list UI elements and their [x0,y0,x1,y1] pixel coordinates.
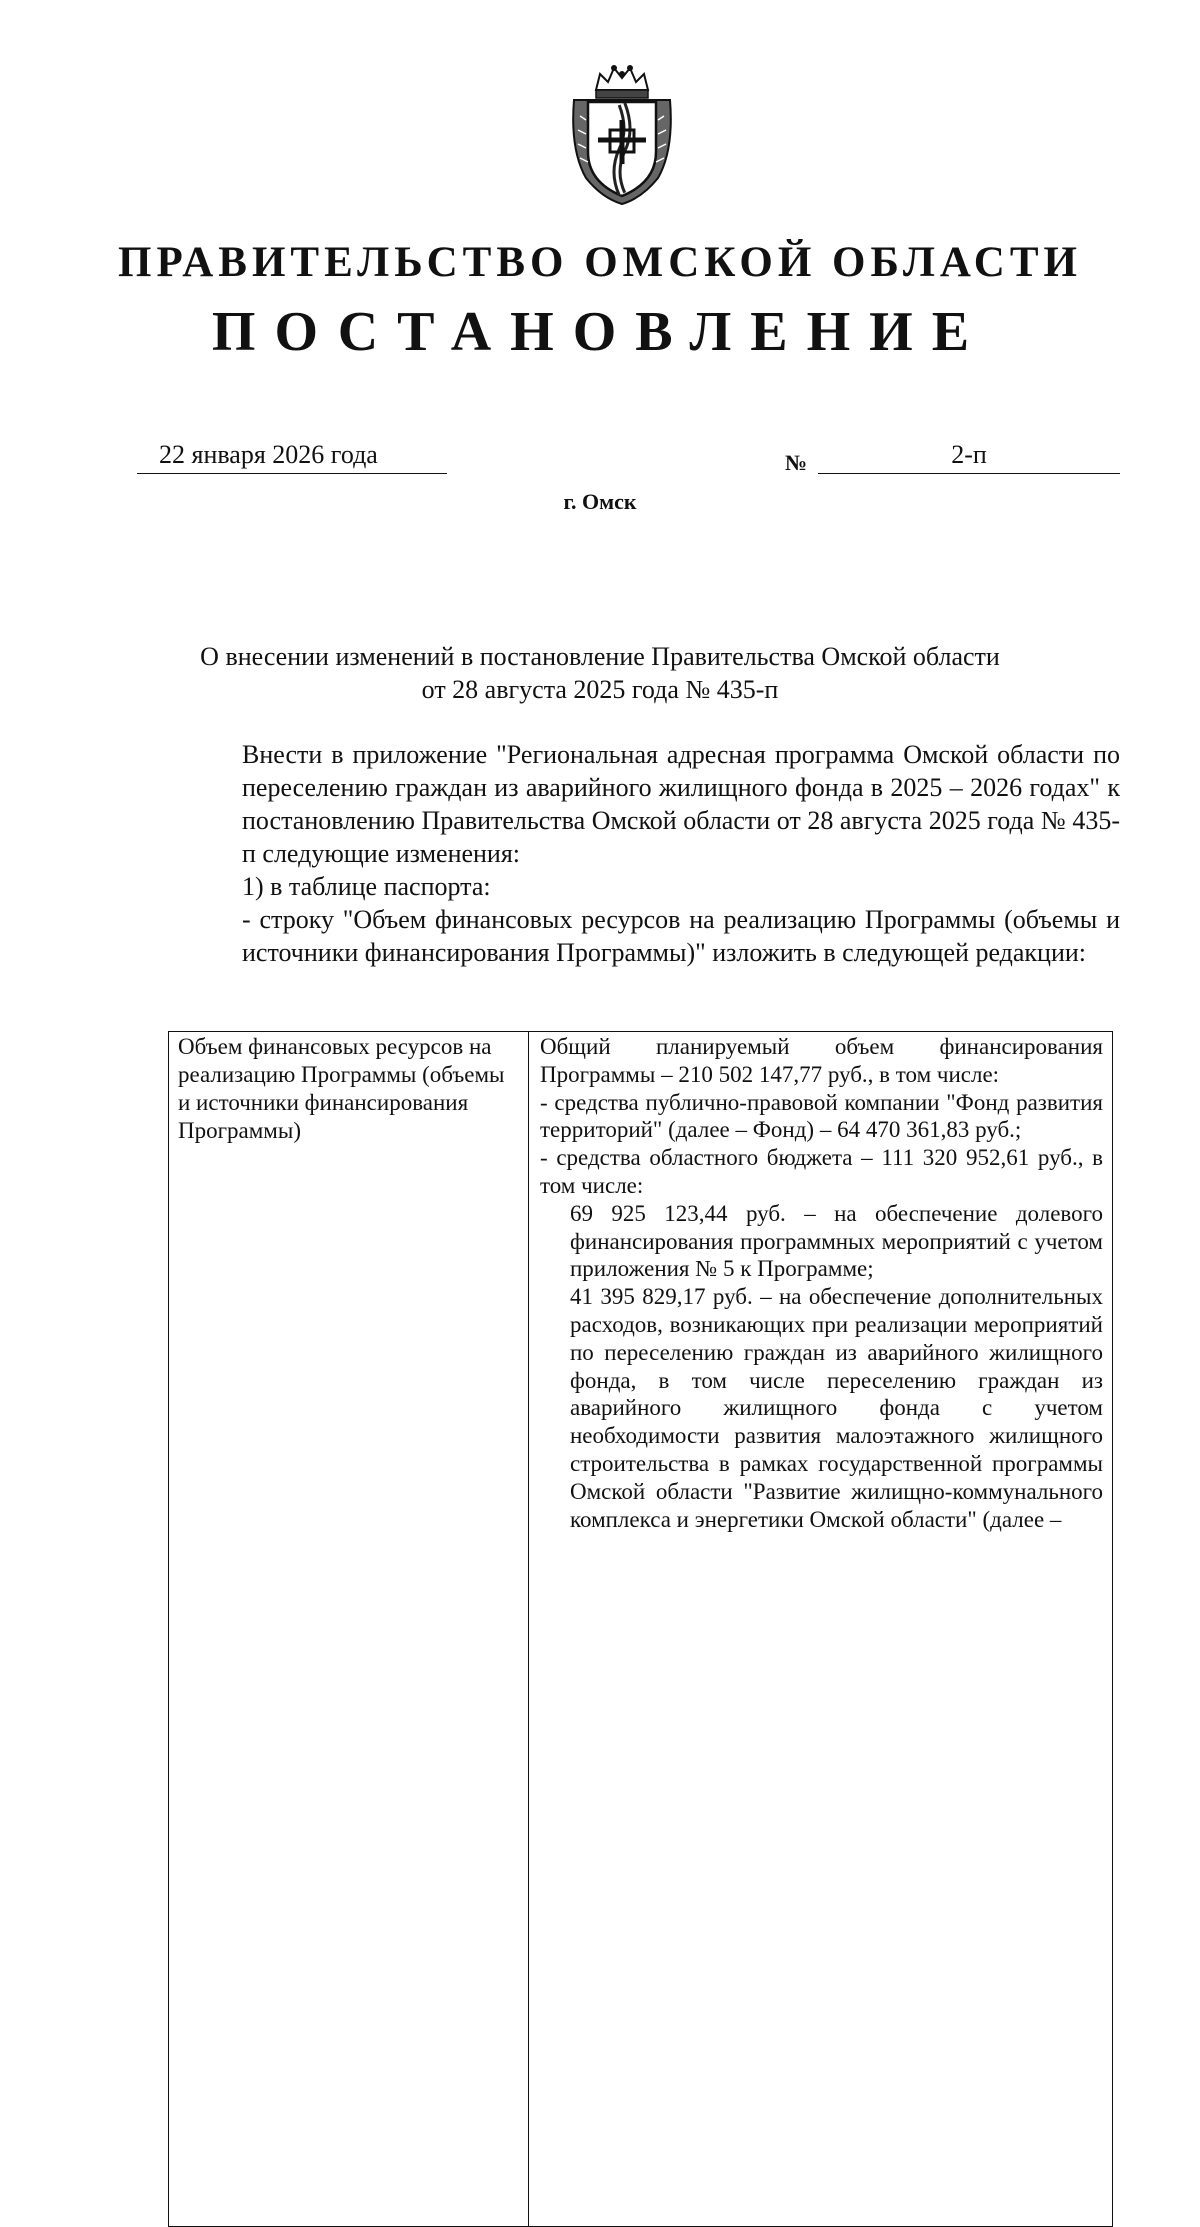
number-label: № [785,450,808,475]
document-date: 22 января 2026 года [137,440,447,474]
intro-paragraph: Внести в приложение "Региональная адресная программа Омской области по переселению граждан из аварийного жилищного фонда в 2025 – 2026 годах" к постановлению Правительства Омской области от 28 августа 2025 года № 435-п следующие изменения: [242,740,1120,868]
document-body [170,738,1120,969]
additional-expenses-item: 41 395 829,17 руб. – на обеспечение дополнительных расходов, возникающих при реализации мероприятий по переселению граждан из аварийного жилищного фонда, в том числе переселению граждан из аварийного жилищного фонда с учетом необходимости развития малоэтажного жилищного строительства в рамках государственной программы Омской области "Развитие жилищно-коммунального комплекса и энергетики Омской области" (далее – [570,1284,1103,1532]
document-type-title: ПОСТАНОВЛЕНИЕ [211,301,989,363]
government-title: ПРАВИТЕЛЬСТВО ОМСКОЙ ОБЛАСТИ [118,239,1082,286]
table-right-cell [540,1033,1103,1533]
co-financing-item: 69 925 123,44 руб. – на обеспечение долевого финансирования программных мероприятий с учетом приложения № 5 к Программе; [570,1200,1103,1282]
subject-line-1: О внесении изменений в постановление Правительства Омской области [200,642,1000,671]
table-left-cell: Объем финансовых ресурсов на реализацию Программы (объемы и источники финансирования Программы) [178,1034,505,1143]
item-1: 1) в таблице паспорта: [242,872,491,901]
coat-of-arms-emblem [566,60,678,206]
table-column-divider [528,1031,529,2227]
item-1-dash: - строку "Объем финансовых ресурсов на реализацию Программы (объемы и источники финансирования Программы)" изложить в следующей редакции: [242,905,1120,967]
document-subject [0,640,1200,706]
fund-funding: - средства публично-правовой компании "Фонд развития территорий" (далее – Фонд) – 64 470 361,83 руб.; [540,1089,1103,1143]
regional-budget-funding: - средства областного бюджета – 111 320 952,61 руб., в том числе: [540,1145,1103,1198]
subject-line-2: от 28 августа 2025 года № 435-п [421,675,779,704]
total-funding: Общий планируемый объем финансирования Программы – 210 502 147,77 руб., в том числе: [540,1034,1103,1087]
document-number: 2-п [818,440,1120,474]
city: г. Омск [563,489,637,514]
